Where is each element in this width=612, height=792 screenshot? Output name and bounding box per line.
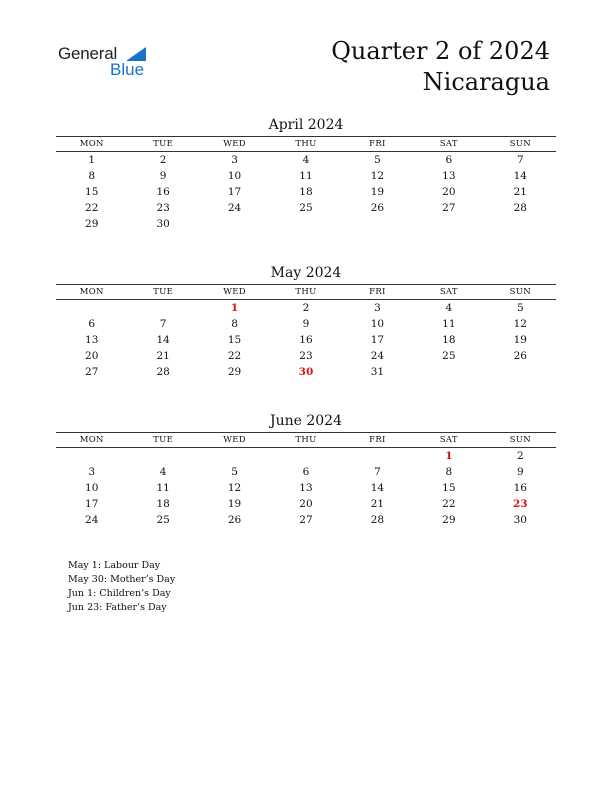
day-cell: 26: [513, 350, 527, 362]
day-cell: 10: [370, 318, 385, 330]
day-cell: 18: [299, 186, 313, 198]
day-cell: 17: [85, 498, 99, 510]
weekday-label: FRI: [369, 435, 386, 445]
weekday-label: SAT: [439, 139, 458, 149]
day-cell: 5: [374, 154, 381, 166]
day-cell: [127, 448, 198, 464]
day-cell: 29: [85, 218, 99, 230]
day-cell: 12: [513, 318, 527, 330]
weekday-header: [56, 432, 556, 448]
day-cell: 30: [513, 514, 527, 526]
day-cell: 23: [299, 350, 313, 362]
day-cell: [413, 364, 484, 380]
day-cell: 19: [370, 186, 385, 198]
day-cell: 16: [513, 482, 527, 494]
weekday-label: FRI: [369, 139, 386, 149]
day-cell: [342, 216, 413, 232]
day-cell: 7: [374, 466, 381, 478]
holiday-note: May 1: Labour Day: [68, 560, 161, 571]
day-cell: 5: [516, 302, 524, 314]
day-cell: 7: [159, 318, 167, 330]
day-cell: 15: [442, 482, 456, 494]
month-april: [56, 115, 556, 232]
day-cell: 8: [88, 170, 96, 182]
day-cell: 24: [227, 202, 242, 214]
day-cell: 6: [445, 154, 453, 166]
day-cell: 9: [302, 318, 310, 330]
day-cell: 27: [85, 366, 99, 378]
holiday-note: Jun 1: Children’s Day: [68, 588, 171, 599]
day-cell: 25: [299, 202, 313, 214]
weekday-label: MON: [79, 287, 104, 297]
day-cell: 17: [227, 186, 242, 198]
day-cell: 10: [227, 170, 242, 182]
day-cell: [342, 448, 413, 464]
day-cell: 18: [156, 498, 170, 510]
holiday-notes: [68, 559, 175, 615]
holiday-day-cell: 1: [445, 450, 453, 462]
logo-triangle-icon: [126, 47, 146, 61]
weekday-label: FRI: [369, 287, 386, 297]
day-cell: 22: [442, 498, 456, 510]
weekday-label: SAT: [439, 287, 458, 297]
day-cell: 27: [442, 202, 456, 214]
day-cell: 9: [516, 466, 524, 478]
day-grid: [56, 152, 556, 232]
weekday-header: [56, 284, 556, 300]
day-cell: 31: [370, 366, 385, 378]
day-cell: 29: [227, 366, 242, 378]
month-may: [56, 263, 556, 380]
day-cell: 10: [85, 482, 99, 494]
day-grid: [56, 300, 556, 380]
day-cell: 2: [302, 302, 310, 314]
day-cell: 12: [227, 482, 242, 494]
day-cell: [199, 448, 270, 464]
holiday-note: May 30: Mother’s Day: [68, 574, 176, 585]
day-cell: 15: [227, 334, 242, 346]
day-cell: 16: [156, 186, 170, 198]
day-cell: 26: [370, 202, 385, 214]
day-cell: 3: [374, 302, 381, 314]
weekday-header: [56, 136, 556, 152]
day-cell: 14: [370, 482, 385, 494]
day-cell: 20: [85, 350, 99, 362]
weekday-label: TUE: [153, 139, 174, 149]
weekday-label: MON: [79, 435, 104, 445]
day-cell: 30: [156, 218, 170, 230]
day-cell: [127, 300, 198, 316]
day-cell: 28: [156, 366, 170, 378]
day-cell: 29: [442, 514, 456, 526]
day-cell: 1: [88, 154, 96, 166]
day-cell: 28: [513, 202, 527, 214]
month-name: June 2024: [269, 413, 342, 429]
day-cell: 19: [227, 498, 242, 510]
day-cell: 5: [231, 466, 238, 478]
day-cell: 20: [299, 498, 313, 510]
day-cell: 3: [88, 466, 96, 478]
day-cell: 2: [516, 450, 524, 462]
holiday-day-cell: 1: [230, 302, 239, 314]
day-cell: [56, 300, 127, 316]
day-cell: 4: [445, 302, 453, 314]
logo-general-text: General: [58, 44, 118, 63]
day-cell: 12: [370, 170, 385, 182]
day-cell: 24: [370, 350, 385, 362]
holiday-note: Jun 23: Father’s Day: [68, 602, 167, 613]
day-cell: 25: [156, 514, 170, 526]
day-cell: 3: [231, 154, 238, 166]
day-cell: 15: [85, 186, 99, 198]
day-cell: 21: [156, 350, 170, 362]
day-cell: 26: [227, 514, 242, 526]
day-cell: [485, 216, 556, 232]
day-cell: 22: [85, 202, 99, 214]
day-cell: 25: [442, 350, 456, 362]
day-cell: 21: [513, 186, 527, 198]
weekday-label: WED: [223, 287, 246, 297]
day-cell: 28: [370, 514, 385, 526]
day-cell: 11: [442, 318, 456, 330]
day-cell: 9: [159, 170, 167, 182]
day-cell: 13: [299, 482, 313, 494]
weekday-label: THU: [295, 139, 317, 149]
day-cell: 27: [299, 514, 313, 526]
weekday-label: SUN: [509, 435, 531, 445]
day-cell: 6: [302, 466, 310, 478]
day-cell: 19: [513, 334, 527, 346]
day-cell: 22: [227, 350, 242, 362]
weekday-label: WED: [223, 435, 246, 445]
month-name: May 2024: [270, 265, 342, 281]
day-cell: 8: [231, 318, 238, 330]
day-cell: 11: [299, 170, 313, 182]
day-cell: 20: [442, 186, 456, 198]
month-name: April 2024: [268, 117, 344, 133]
weekday-label: SUN: [509, 139, 531, 149]
quarter-title: Quarter 2 of 2024: [331, 37, 550, 65]
day-cell: 18: [442, 334, 456, 346]
day-cell: 6: [88, 318, 96, 330]
day-cell: 23: [156, 202, 170, 214]
day-cell: [56, 448, 127, 464]
country-title: Nicaragua: [422, 68, 550, 96]
day-cell: [413, 216, 484, 232]
weekday-label: TUE: [153, 435, 174, 445]
generalblue-logo: [58, 44, 178, 84]
day-cell: [270, 448, 341, 464]
day-cell: 2: [159, 154, 167, 166]
month-june: [56, 411, 556, 528]
weekday-label: WED: [223, 139, 246, 149]
weekday-label: SUN: [509, 287, 531, 297]
holiday-day-cell: 23: [512, 498, 528, 510]
day-cell: [485, 364, 556, 380]
day-cell: 17: [370, 334, 385, 346]
weekday-label: THU: [295, 287, 317, 297]
day-cell: 13: [442, 170, 456, 182]
day-cell: [199, 216, 270, 232]
page-title: [331, 36, 550, 98]
day-cell: 7: [516, 154, 524, 166]
weekday-label: SAT: [439, 435, 458, 445]
holiday-day-cell: 30: [298, 366, 314, 378]
day-cell: 13: [85, 334, 99, 346]
weekday-label: TUE: [153, 287, 174, 297]
day-cell: [270, 216, 341, 232]
day-cell: 16: [299, 334, 313, 346]
day-cell: 14: [156, 334, 170, 346]
day-cell: 24: [85, 514, 99, 526]
day-cell: 8: [445, 466, 453, 478]
weekday-label: MON: [79, 139, 104, 149]
day-cell: 4: [159, 466, 167, 478]
weekday-label: THU: [295, 435, 317, 445]
day-grid: [56, 448, 556, 528]
logo-blue-text: Blue: [110, 60, 145, 79]
day-cell: 11: [156, 482, 170, 494]
day-cell: 4: [302, 154, 310, 166]
day-cell: 14: [513, 170, 527, 182]
day-cell: 21: [370, 498, 385, 510]
